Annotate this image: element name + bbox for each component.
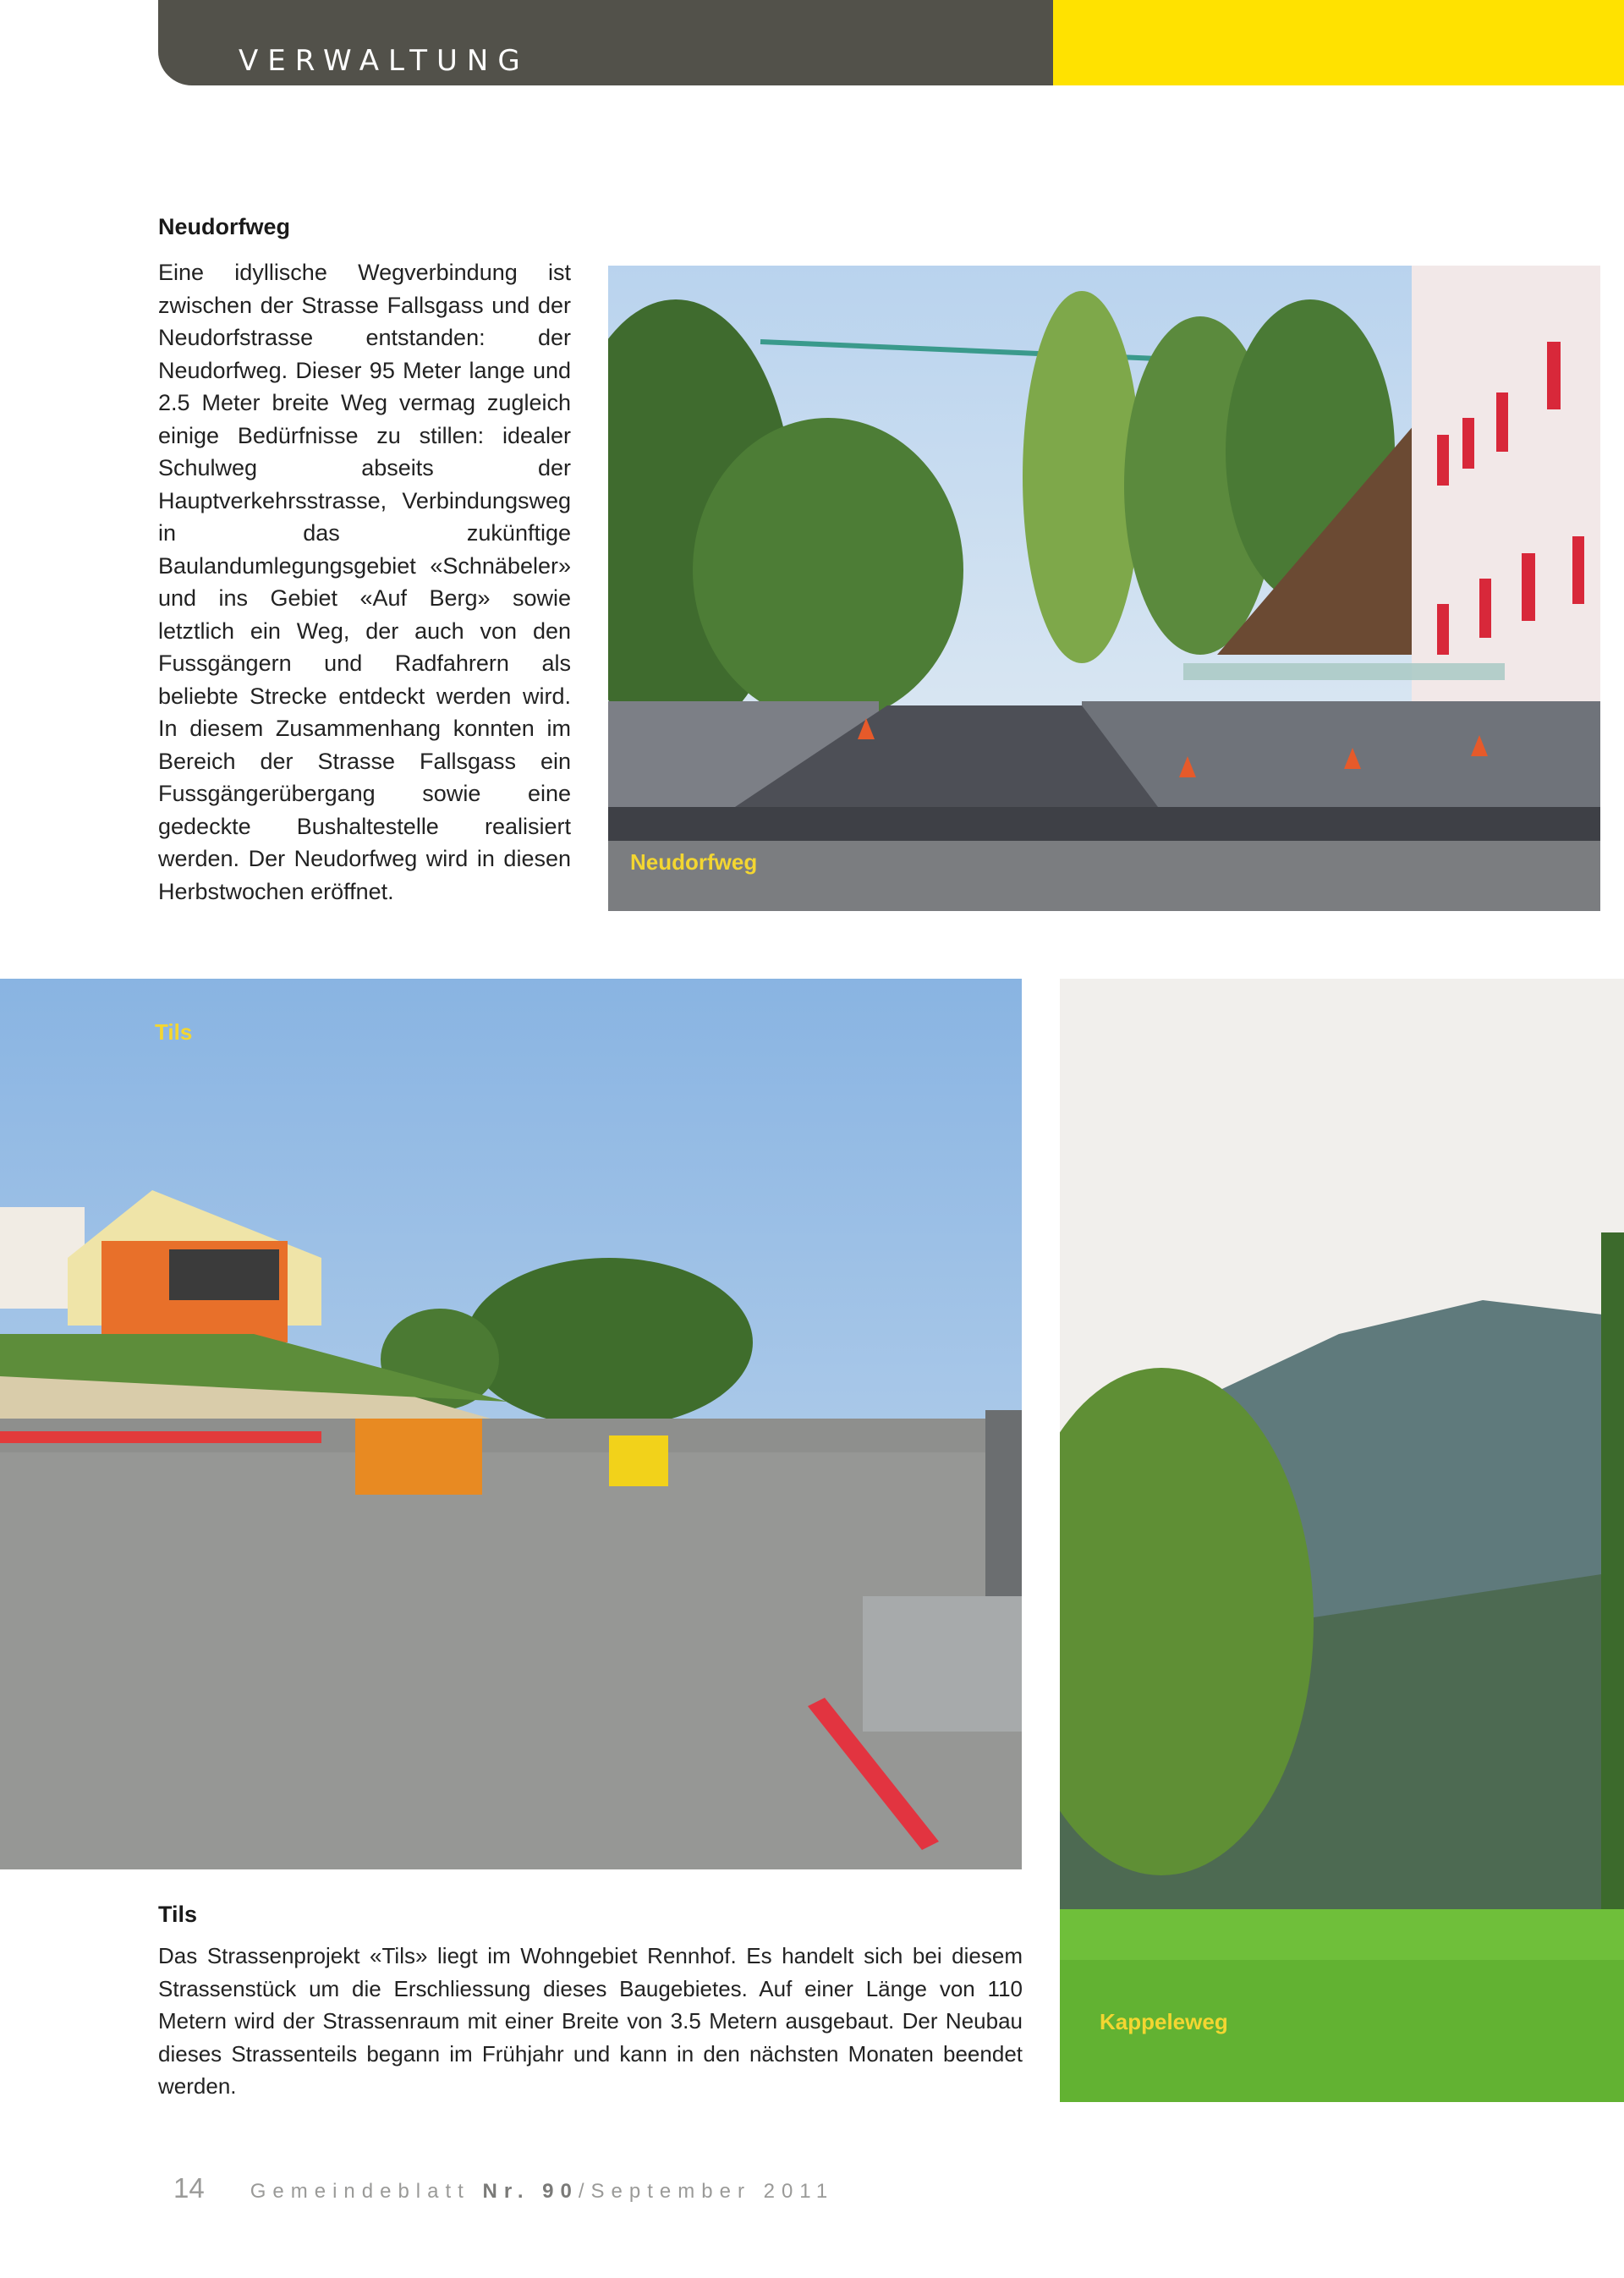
neudorfweg-body: Eine idyllische Wegverbindung ist zwischen der Strasse Fallsgass und der Neudorfstrasse entstanden: der Neudorfweg. Dieser 95 Meter lange und 2.5 Meter breite Weg vermag zugleich einige Bedürfnisse zu stillen: idealer Schulweg abseits der Hauptverkehrsstrasse, Verbindungsweg in das zukünftige Baulandumlegungsgebiet «Schnäbeler» und ins Gebiet «Auf Berg» sowie letztlich ein Weg, der auch von den Fussgängern und Radfahrern als beliebte Strecke entdeckt werden wird. In diesem Zusammenhang konnten im Bereich der Strasse Fallsgass ein Fussgängerübergang sowie eine gedeckte Bushaltestelle realisiert werden. Der Neudorfweg wird in diesen Herbstwochen eröffnet. xyxy=(158,260,571,904)
section-header-accent xyxy=(1053,0,1624,85)
page-footer xyxy=(173,2172,834,2204)
issue-number: Nr. 90 xyxy=(482,2180,579,2203)
kappeleweg-photo-caption: Kappeleweg xyxy=(1100,2009,1228,2034)
issue-date: /September 2011 xyxy=(578,2180,835,2203)
tils-photo-caption: Tils xyxy=(155,1019,193,1045)
tils-heading: Tils xyxy=(158,1902,198,1927)
neudorfweg-photo-caption: Neudorfweg xyxy=(630,849,758,875)
page-number: 14 xyxy=(173,2172,205,2204)
neudorfweg-photo xyxy=(608,266,1600,911)
section-title: VERWALTUNG xyxy=(239,44,529,78)
publication-name: Gemeindeblatt xyxy=(250,2180,470,2203)
tils-photo xyxy=(0,979,1022,1869)
tils-body: Das Strassenprojekt «Tils» liegt im Wohngebiet Rennhof. Es handelt sich bei diesem Strassenstück um die Erschliessung dieses Baugebietes. Auf einer Länge von 110 Metern wird der Strassenraum mit einer Breite von 3.5 Metern ausgebaut. Der Neubau dieses Strassenteils begann im Frühjahr und kann in den nächsten Monaten beendet werden. xyxy=(158,1943,1023,2099)
neudorfweg-heading: Neudorfweg xyxy=(158,214,291,239)
kappeleweg-photo xyxy=(1060,979,1624,2102)
